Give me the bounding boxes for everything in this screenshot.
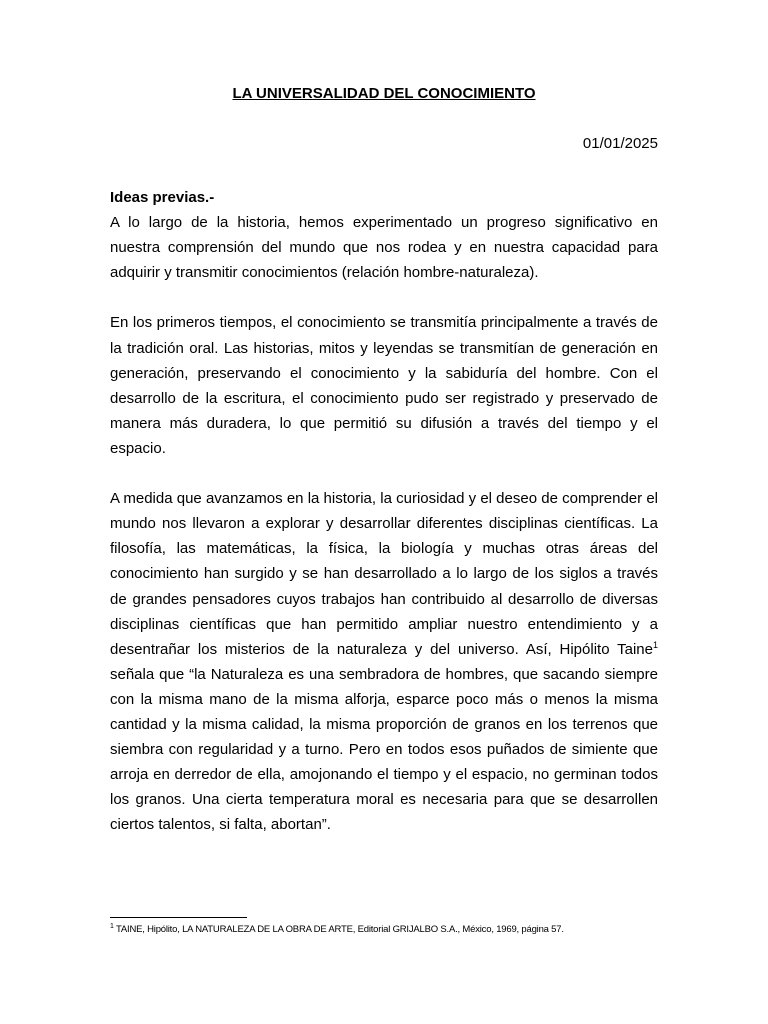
footnote-separator — [110, 917, 247, 918]
document-title: LA UNIVERSALIDAD DEL CONOCIMIENTO — [232, 85, 536, 102]
paragraph-3-text-after-reference: señala que “la Naturaleza es una sembradora de hombres, que sacando siempre con la misma mano de la misma alforja, esparce poco más o menos la misma cantidad y la misma calidad, la misma proporción de granos en los terrenos que siembra con regularidad y a turno. Pero en todos esos puñados de simiente que arroja en derredor de ella, amojonando el tiempo y el espacio, no germinan todos los granos. Una cierta temperatura moral es necesaria para que se desarrollen ciertos talentos, si falta, abortan”. — [110, 665, 658, 834]
section-heading: Ideas previas.- — [110, 189, 215, 206]
footnote-reference-mark: 1 — [652, 639, 658, 650]
footnote-mark: 1 — [110, 922, 114, 930]
paragraph-1: A lo largo de la historia, hemos experimentado un progreso significativo en nuestra comprensión del mundo que nos rodea y en nuestra capacidad para adquirir y transmitir conocimientos (relación hombre-naturaleza). — [110, 214, 658, 282]
footnote-text: TAINE, Hipólito, LA NATURALEZA DE LA OBRA DE ARTE, Editorial GRIJALBO S.A., México, 1969, página 57. — [113, 924, 564, 935]
footnote — [110, 924, 658, 936]
document-date: 01/01/2025 — [582, 135, 658, 152]
paragraph-3-text-before-reference: A medida que avanzamos en la historia, la curiosidad y el deseo de comprender el mundo nos llevaron a explorar y desarrollar diferentes disciplinas científicas. La filosofía, las matemáticas, la física, la biología y muchas otras áreas del conocimiento han surgido y se han desarrollado a lo largo de los siglos a través de grandes pensadores cuyos trabajos han contribuido al desarrollo de diversas disciplinas científicas que han permitido ampliar nuestro entendimiento y a desentrañar los misterios de la naturaleza y del universo. Así, Hipólito Taine — [110, 490, 658, 658]
paragraph-3 — [110, 486, 658, 837]
paragraph-2: En los primeros tiempos, el conocimiento se transmitía principalmente a través de la tradición oral. Las historias, mitos y leyendas se transmitían de generación en generación, preservando el conocimiento y la sabiduría del hombre. Con el desarrollo de la escritura, el conocimiento pudo ser registrado y preservado de manera más duradera, lo que permitió su difusión a través del tiempo y el espacio. — [110, 314, 658, 457]
document-body — [110, 185, 658, 863]
